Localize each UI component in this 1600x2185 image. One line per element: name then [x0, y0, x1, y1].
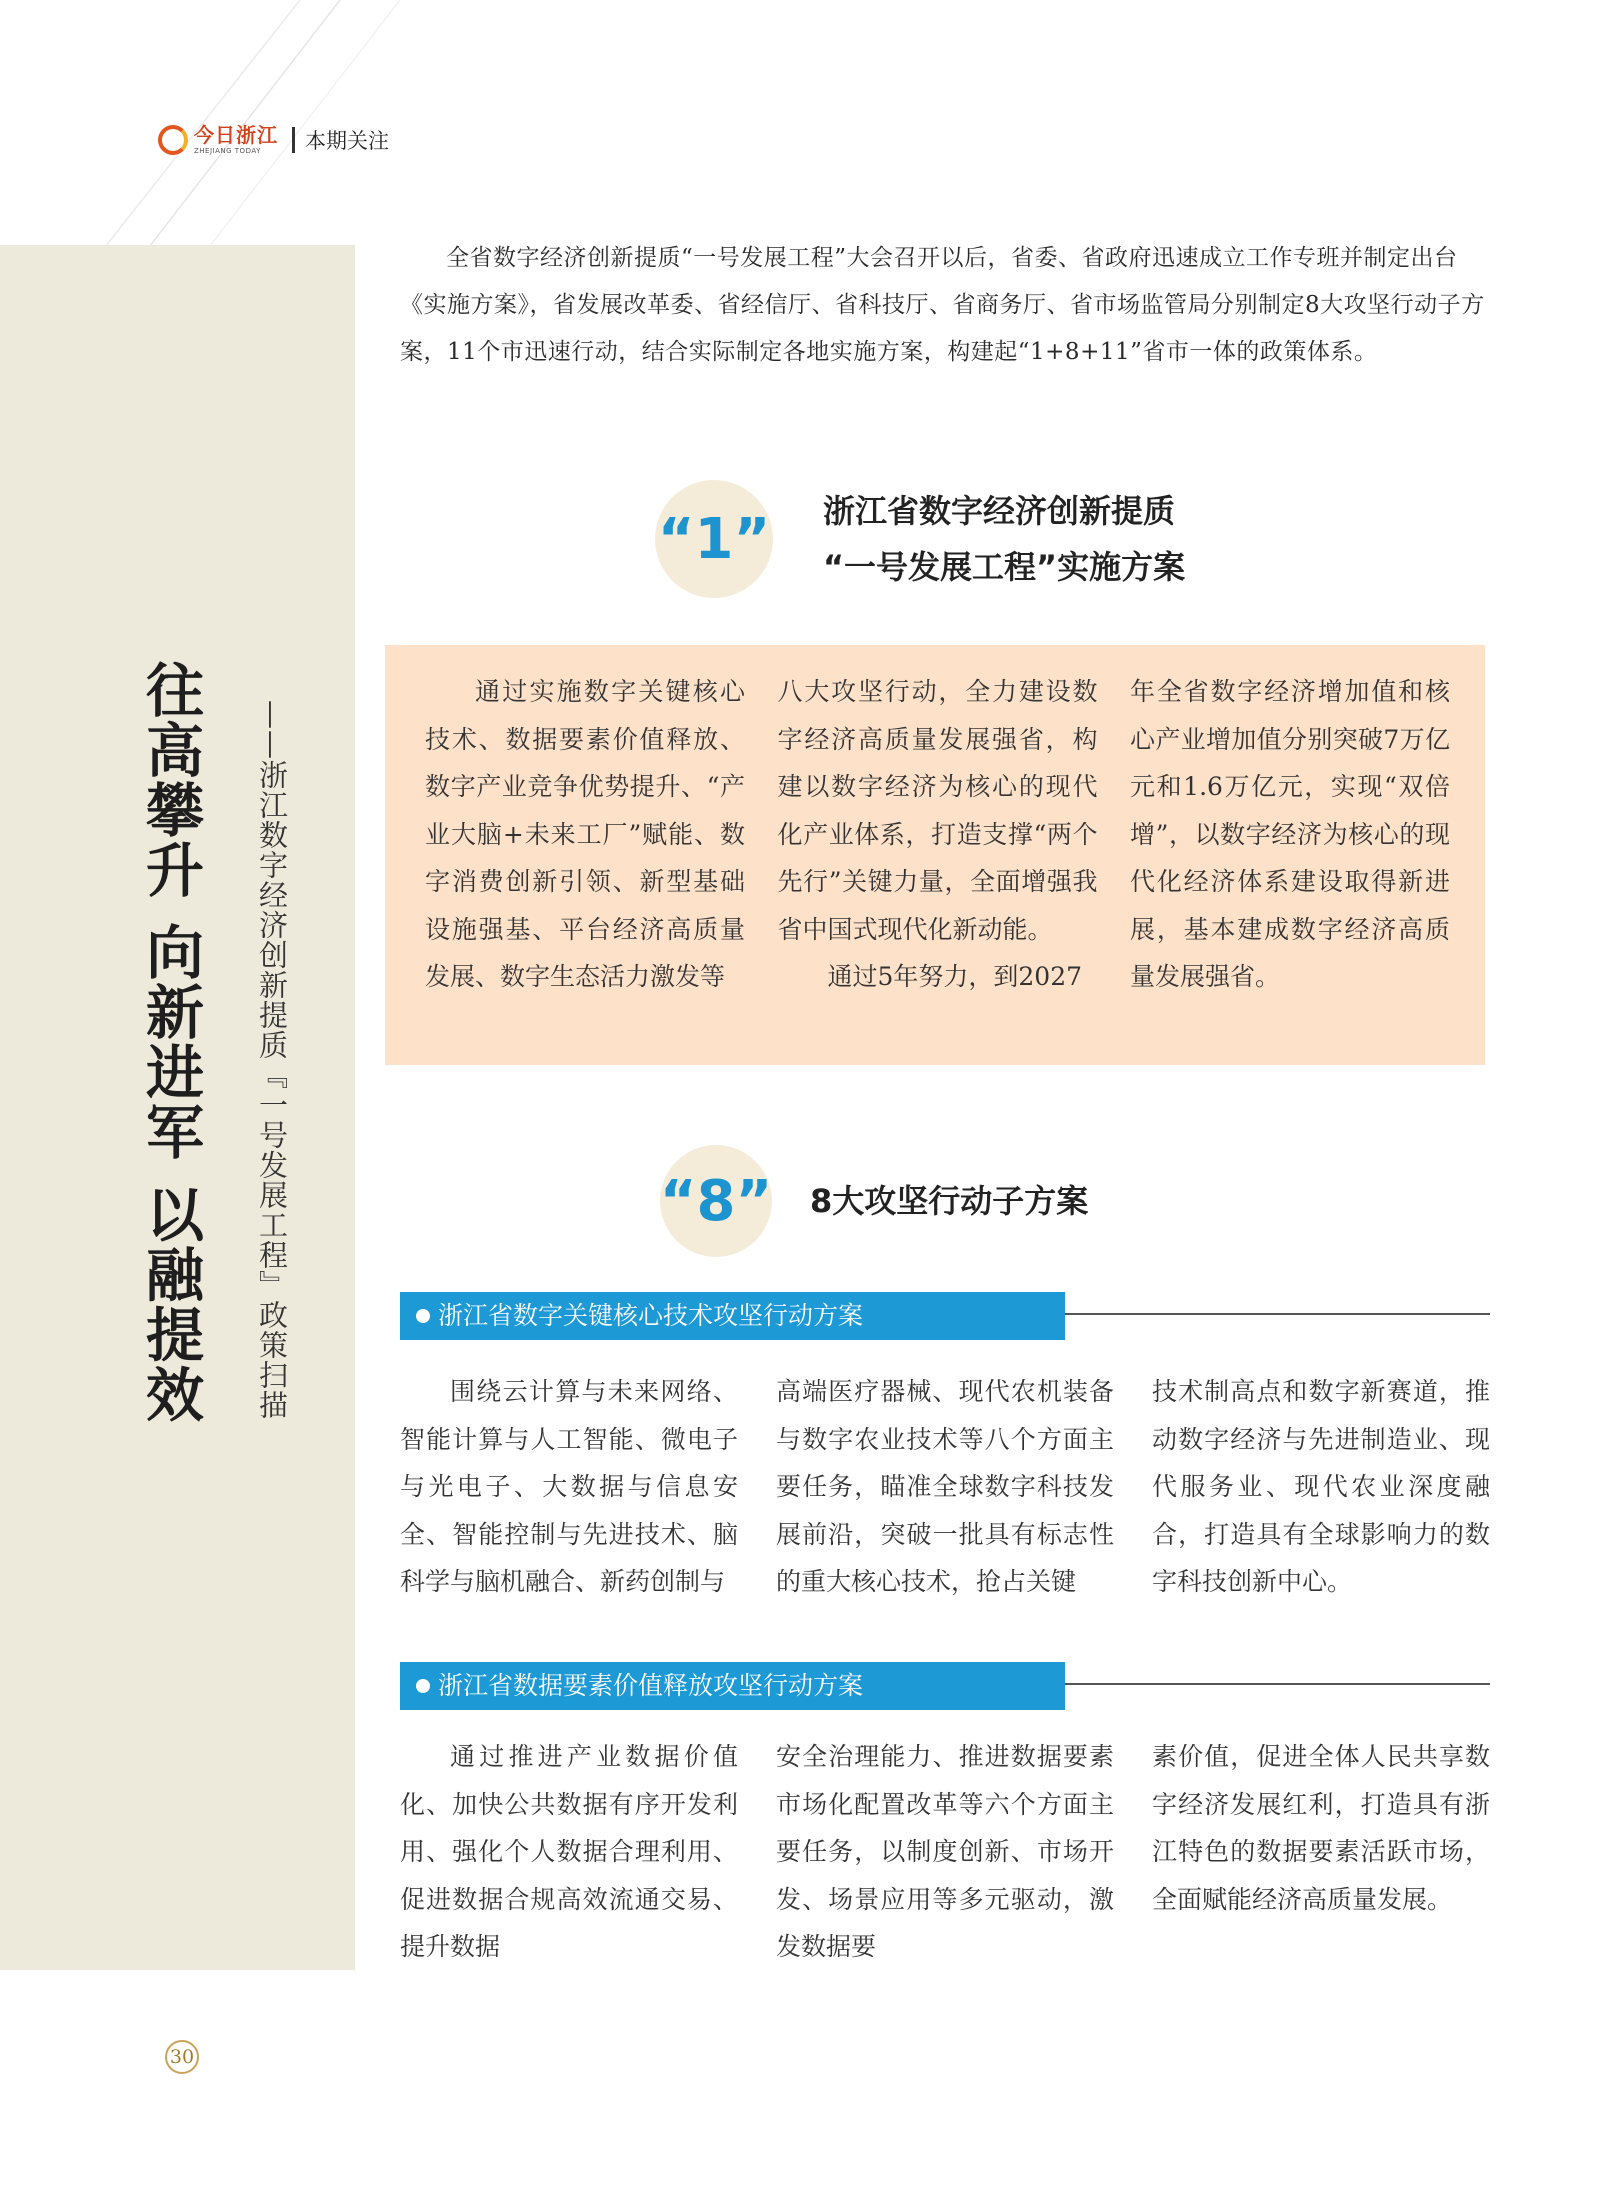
- section-1-title-line2: “一号发展工程”实施方案: [823, 548, 1186, 586]
- section-1-number: “1”: [655, 480, 773, 598]
- page-number: 30: [165, 2040, 199, 2074]
- section-8-heading: [660, 1145, 1088, 1257]
- article-subtitle: ——浙江数字经济创新提质『一号发展工程』政策扫描: [255, 700, 289, 1420]
- plan-2-col2: 安全治理能力、推进数据要素市场化配置改革等六个方面主要任务，以制度创新、市场开发、场景应用等多元驱动，激发数据要: [776, 1742, 1114, 1961]
- section-1-col1: 通过实施数字关键核心技术、数据要素价值释放、数字产业竞争优势提升、“产业大脑+未来工厂”赋能、数字消费创新引领、新型基础设施强基、平台经济高质量发展、数字生态活力激发等: [425, 677, 745, 991]
- section-1-heading: [655, 480, 1185, 598]
- header-divider: [292, 127, 295, 153]
- bullet-icon: [416, 1309, 430, 1323]
- plan-2-columns: [400, 1733, 1490, 1971]
- section-8-number: “8”: [660, 1145, 772, 1257]
- logo-title: 今日浙江: [194, 123, 278, 147]
- plan-1-columns: [400, 1368, 1490, 1606]
- plan-2-col3: 素价值，促进全体人民共享数字经济发展红利，打造具有浙江特色的数据要素活跃市场，全面赋能经济高质量发展。: [1152, 1742, 1490, 1914]
- plan-1-col3: 技术制高点和数字新赛道，推动数字经济与先进制造业、现代服务业、现代农业深度融合，打造具有全球影响力的数字科技创新中心。: [1152, 1377, 1490, 1596]
- plan-1-title: 浙江省数字关键核心技术攻坚行动方案: [438, 1301, 864, 1330]
- plan-1-col1: 围绕云计算与未来网络、智能计算与人工智能、微电子与光电子、大数据与信息安全、智能控制与先进技术、脑科学与脑机融合、新药创制与: [400, 1377, 738, 1596]
- section-8-title: 8大攻坚行动子方案: [810, 1182, 1089, 1220]
- plan-1-rule: [1065, 1313, 1490, 1315]
- section-1-col3: 年全省数字经济增加值和核心产业增加值分别突破7万亿元和1.6万亿元，实现“双倍增”，以数字经济为核心的现代化经济体系建设取得新进展，基本建成数字经济高质量发展强省。: [1130, 677, 1450, 991]
- plan-1-col2: 高端医疗器械、现代农机装备与数字农业技术等八个方面主要任务，瞄准全球数字科技发展前沿，突破一批具有标志性的重大核心技术，抢占关键: [776, 1377, 1114, 1596]
- plan-2-heading: [400, 1662, 1065, 1710]
- intro-paragraph: 全省数字经济创新提质“一号发展工程”大会召开以后，省委、省政府迅速成立工作专班并制定出台《实施方案》，省发展改革委、省经信厅、省科技厅、省商务厅、省市场监管局分别制定8大攻坚行动子方案，11个市迅速行动，结合实际制定各地实施方案，构建起“1+8+11”省市一体的政策体系。: [400, 245, 1485, 365]
- article-title: 往高攀升 向新进军 以融提效: [136, 660, 204, 1425]
- section-name: 本期关注: [305, 129, 389, 153]
- logo-subtitle: ZHEJIANG TODAY: [194, 147, 261, 155]
- section-1-columns: [425, 668, 1450, 1001]
- section-1-col2-p1: 八大攻坚行动，全力建设数字经济高质量发展强省，构建以数字经济为核心的现代化产业体系，打造支撑“两个先行”关键力量，全面增强我省中国式现代化新动能。: [777, 677, 1098, 944]
- page-header: [158, 120, 389, 160]
- magazine-logo: [158, 125, 278, 155]
- logo-icon: [158, 125, 188, 155]
- plan-2-title: 浙江省数据要素价值释放攻坚行动方案: [438, 1671, 864, 1700]
- section-1-title-line1: 浙江省数字经济创新提质: [823, 492, 1176, 530]
- plan-2-rule: [1065, 1683, 1490, 1685]
- section-1-col2-p2: 通过5年努力，到2027: [827, 962, 1083, 991]
- plan-1-heading: [400, 1292, 1065, 1340]
- plan-2-col1: 通过推进产业数据价值化、加快公共数据有序开发利用、强化个人数据合理利用、促进数据合规高效流通交易、提升数据: [400, 1742, 738, 1961]
- bullet-icon: [416, 1679, 430, 1693]
